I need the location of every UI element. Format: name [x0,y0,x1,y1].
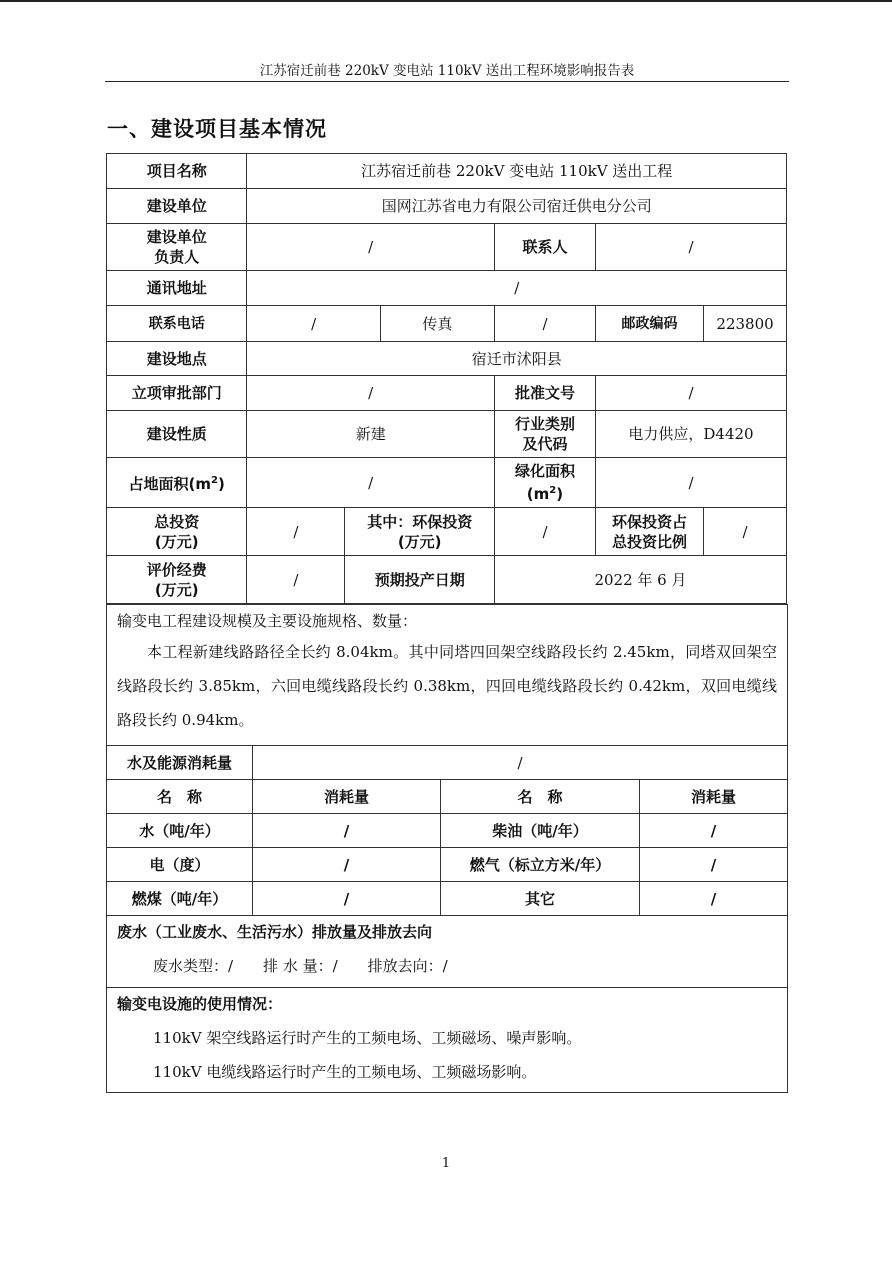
row-address [107,271,787,306]
site-value: 宿迁市沭阳县 [247,342,787,376]
energy-name: 燃气（标立方米/年） [441,848,640,882]
row-phone [107,306,787,342]
energy-amount: / [253,848,441,882]
energy-name: 其它 [441,882,640,916]
nature-label: 建设性质 [107,411,247,458]
area-value: / [247,458,495,508]
scale-body: 本工程新建线路路径全长约 8.04km。其中同塔四回架空线路段长约 2.45km，同塔双回架空线路段长约 3.85km，六回电缆线路段长约 0.38km，四回电缆线路段长约 0.42km，双回电缆线路段长约 0.94km。 [117,643,778,729]
postcode-value: 223800 [704,306,787,342]
row-nature [107,411,787,458]
invest-label [107,508,247,556]
energy-name: 燃煤（吨/年） [107,882,253,916]
area-unit-sup: 2 [211,475,219,486]
fax-label: 传真 [380,306,494,342]
col-name-2: 名 称 [441,780,640,814]
env-invest-label-line2: (万元) [397,532,442,551]
invest-label-line1: 总投资 [154,512,200,531]
project-name-label: 项目名称 [107,154,247,189]
project-name-value: 江苏宿迁前巷 220kV 变电站 110kV 送出工程 [247,154,787,189]
usage-heading: 输变电设施的使用情况： [117,995,283,1013]
page-header: 江苏宿迁前巷 220kV 变电站 110kV 送出工程环境影响报告表 [259,63,635,79]
ratio-label-line1: 环保投资占 [612,512,688,531]
approval-no-value: / [595,376,786,411]
contact-value: / [595,224,786,271]
unit-label: 建设单位 [107,189,247,224]
leader-label-line2: 负责人 [154,248,200,266]
header-rule [105,81,789,82]
green-label-line1: 绿化面积 [514,462,575,480]
area-label [107,458,247,508]
row-unit [107,189,787,224]
green-label [494,458,595,508]
postcode-label: 邮政编码 [595,306,703,342]
energy-name: 柴油（吨/年） [441,814,640,848]
leader-label [107,224,247,271]
green-unit-sup: 2 [549,485,557,496]
basic-info-table [106,153,787,604]
leader-value: / [247,224,495,271]
fee-label [107,556,247,604]
energy-name: 水（吨/年） [107,814,253,848]
date-value: 2022 年 6 月 [494,556,786,604]
green-value: / [595,458,786,508]
approval-dept-value: / [247,376,495,411]
row-area [107,458,787,508]
fee-label-line2: (万元) [154,580,199,599]
row-approval [107,376,787,411]
approval-no-label: 批准文号 [494,376,595,411]
phone-value: / [247,306,380,342]
scale-heading: 输变电工程建设规模及主要设施规格、数量： [117,612,418,630]
energy-name: 电（度） [107,848,253,882]
wastewater-line: 废水类型：/ 排 水 量：/ 排放去向：/ [153,957,448,975]
row-usage [107,988,788,1093]
green-label-line2 [499,481,591,504]
approval-dept-label: 立项审批部门 [107,376,247,411]
site-label: 建设地点 [107,342,247,376]
industry-label-line1: 行业类别 [514,415,575,433]
usage-cell [107,988,788,1093]
phone-label: 联系电话 [107,306,247,342]
industry-label [494,411,595,458]
energy-amount: / [640,814,788,848]
invest-label-line2: (万元) [154,532,199,551]
energy-title: 水及能源消耗量 [107,746,253,780]
row-energy-title [107,746,788,780]
energy-amount: / [640,882,788,916]
invest-value: / [247,508,345,556]
green-label-text: (m [526,485,550,503]
row-wastewater [107,916,788,988]
col-name-1: 名 称 [107,780,253,814]
wastewater-cell [107,916,788,988]
energy-amount: / [640,848,788,882]
env-invest-value: / [494,508,595,556]
nature-value: 新建 [247,411,495,458]
leader-label-line1: 建设单位 [146,228,207,246]
usage-line-2: 110kV 电缆线路运行时产生的工频电场、工频磁场影响。 [153,1063,537,1081]
address-value: / [247,271,787,306]
area-label-close: ) [218,475,225,493]
row-site [107,342,787,376]
industry-value: 电力供应，D4420 [595,411,786,458]
row-fee [107,556,787,604]
contact-label: 联系人 [494,224,595,271]
top-border [0,0,892,2]
table-row [107,814,788,848]
address-label: 通讯地址 [107,271,247,306]
page-number: 1 [441,1156,451,1171]
unit-value: 国网江苏省电力有限公司宿迁供电分公司 [247,189,787,224]
table-row [107,848,788,882]
ratio-label [595,508,703,556]
green-label-close: ) [556,485,564,503]
ratio-value: / [704,508,787,556]
section-title: 一、建设项目基本情况 [107,117,327,141]
project-detail-table [106,604,788,1093]
env-invest-label [345,508,495,556]
energy-amount: / [253,882,441,916]
row-invest [107,508,787,556]
ratio-label-line2: 总投资比例 [612,532,688,551]
row-energy-header [107,780,788,814]
row-leader [107,224,787,271]
energy-amount: / [253,814,441,848]
fax-value: / [494,306,595,342]
scale-cell [107,605,788,746]
col-amount-1: 消耗量 [253,780,441,814]
table-row [107,882,788,916]
wastewater-heading: 废水（工业废水、生活污水）排放量及排放去向 [117,923,433,941]
date-label: 预期投产日期 [345,556,495,604]
row-scale [107,605,788,746]
usage-line-1: 110kV 架空线路运行时产生的工频电场、工频磁场、噪声影响。 [153,1029,582,1047]
col-amount-2: 消耗量 [640,780,788,814]
area-label-text: 占地面积(m [128,475,212,493]
row-project-name [107,154,787,189]
fee-label-line1: 评价经费 [146,560,207,579]
env-invest-label-line1: 其中：环保投资 [367,512,473,531]
energy-title-value: / [253,746,788,780]
industry-label-line2: 及代码 [522,435,568,453]
fee-value: / [247,556,345,604]
